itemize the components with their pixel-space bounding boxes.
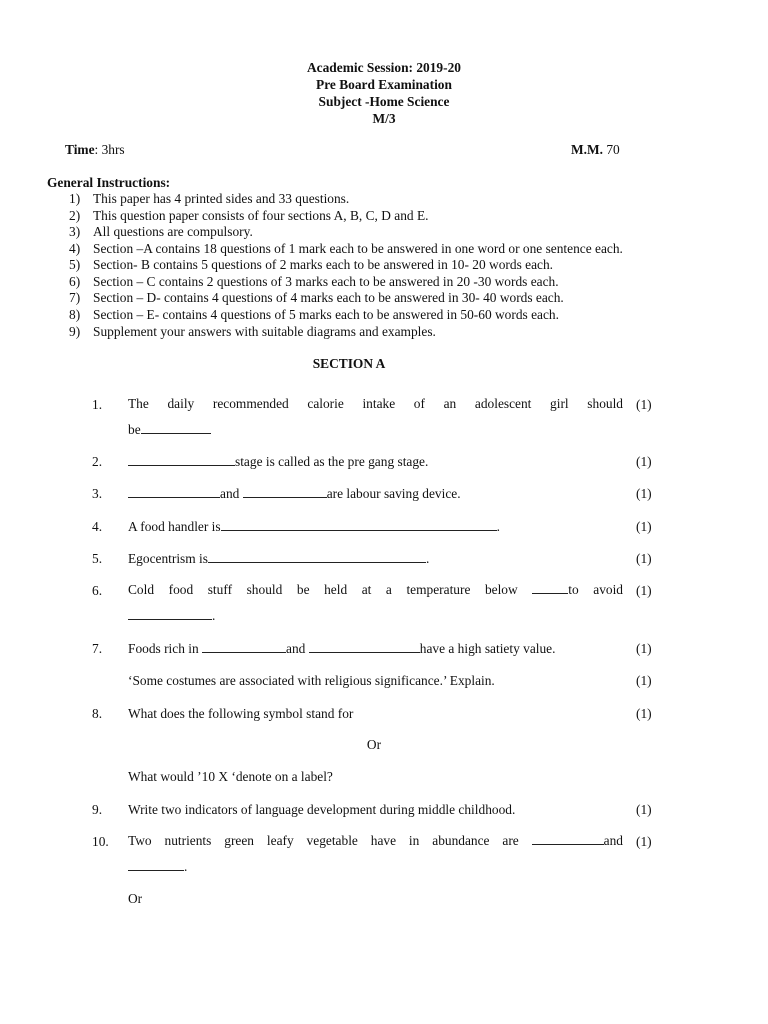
marks-label: (1) (636, 802, 652, 817)
marks-label: (1) (636, 834, 652, 849)
marks-label: (1) (636, 551, 652, 566)
question-text-before: Foods rich in (128, 641, 199, 656)
instruction-number: 7) (69, 290, 81, 305)
section-title: SECTION A (312, 356, 386, 371)
session-heading: Academic Session: 2019-20 (307, 60, 461, 75)
marks-label: (1) (636, 486, 652, 501)
answer-blank[interactable] (128, 486, 220, 498)
instruction-item (69, 324, 436, 340)
instruction-text: This question paper consists of four sections A, B, C, D and E. (93, 208, 429, 223)
question-line-2 (128, 417, 623, 443)
max-marks-value: 70 (602, 142, 620, 157)
question-text-end: . (184, 859, 188, 874)
answer-blank[interactable] (532, 582, 568, 594)
time-label: Time (65, 142, 95, 157)
instruction-item (69, 208, 428, 224)
instruction-item (69, 257, 553, 273)
instruction-number: 9) (69, 324, 81, 339)
instruction-item (69, 274, 559, 290)
question-text-after: stage is called as the pre gang stage. (235, 454, 429, 469)
question-number: 2. (92, 454, 103, 469)
code-heading: M/3 (372, 111, 396, 126)
question-text: What does the following symbol stand for (128, 706, 354, 721)
question-text-end: . (212, 608, 216, 623)
instructions-title: General Instructions: (47, 175, 171, 190)
marks-label: (1) (636, 641, 652, 656)
question-number: 5. (92, 551, 103, 566)
question-text-after: . (496, 519, 500, 534)
question-8-alternative: What would ’10 X ‘denote on a label? (128, 769, 333, 784)
question-text-before: Cold food stuff should be held at a temperature below (128, 582, 518, 597)
instruction-item (69, 307, 559, 323)
question-text-after: have a high satiety value. (419, 641, 556, 656)
answer-blank[interactable] (309, 641, 420, 653)
instruction-item (69, 191, 349, 207)
instruction-text: Supplement your answers with suitable diagrams and examples. (93, 324, 436, 339)
time-value: : 3hrs (94, 142, 125, 157)
answer-blank[interactable] (128, 608, 212, 620)
question-number: 7. (92, 641, 103, 656)
instruction-number: 3) (69, 224, 81, 239)
question-number: 8. (92, 706, 103, 721)
question-text-after: and (603, 833, 623, 848)
question-number: 1. (92, 397, 103, 412)
instruction-text: All questions are compulsory. (93, 224, 253, 239)
marks-label: (1) (636, 706, 652, 721)
answer-blank[interactable] (141, 422, 211, 434)
question-7b-text: ‘Some costumes are associated with religious significance.’ Explain. (128, 673, 495, 688)
answer-blank[interactable] (243, 486, 327, 498)
question-line-1: The daily recommended calorie intake of an adolescent girl should (128, 396, 623, 411)
question-text (128, 577, 623, 629)
question-text (128, 828, 623, 880)
instruction-number: 4) (69, 241, 81, 256)
instruction-number: 2) (69, 208, 81, 223)
instruction-item (69, 224, 253, 240)
marks-label: (1) (636, 583, 652, 598)
question-number: 10. (92, 834, 109, 849)
answer-blank[interactable] (221, 519, 497, 531)
question-text-after: to avoid (568, 582, 623, 597)
max-marks (571, 142, 620, 158)
instruction-text: Section – E- contains 4 questions of 5 marks each to be answered in 50-60 words each. (93, 307, 559, 322)
question-text-before: Egocentrism is (128, 551, 208, 566)
question-text: Write two indicators of language development during middle childhood. (128, 802, 516, 817)
instruction-text: Section – C contains 2 questions of 3 marks each to be answered in 20 -30 words each. (93, 274, 559, 289)
question-text (128, 486, 628, 502)
answer-lead: be (128, 422, 141, 437)
instruction-item (69, 290, 564, 306)
answer-blank[interactable] (128, 454, 235, 466)
answer-blank[interactable] (532, 833, 604, 845)
or-divider: Or (366, 737, 382, 752)
question-text-before: Two nutrients green leafy vegetable have in abundance are (128, 833, 519, 848)
answer-blank[interactable] (202, 641, 286, 653)
question-text-mid: and (220, 486, 240, 501)
instruction-text: Section- B contains 5 questions of 2 marks each to be answered in 10- 20 words each. (93, 257, 554, 272)
question-text (128, 391, 623, 443)
question-number: 9. (92, 802, 103, 817)
instruction-number: 8) (69, 307, 81, 322)
question-text-mid: and (286, 641, 306, 656)
question-number: 4. (92, 519, 103, 534)
answer-blank[interactable] (128, 859, 184, 871)
question-line-2 (128, 603, 623, 629)
marks-label: (1) (636, 397, 652, 412)
subject-heading: Subject -Home Science (318, 94, 450, 109)
instruction-number: 5) (69, 257, 81, 272)
or-divider: Or (128, 891, 143, 906)
answer-blank[interactable] (208, 551, 426, 563)
question-text (128, 551, 628, 567)
instruction-number: 6) (69, 274, 81, 289)
max-marks-label: M.M. (571, 142, 603, 157)
question-text-after: are labour saving device. (326, 486, 461, 501)
question-text (128, 641, 628, 657)
marks-label: (1) (636, 673, 652, 688)
question-text (128, 454, 628, 470)
question-number: 6. (92, 583, 103, 598)
question-number: 3. (92, 486, 103, 501)
question-text-after: . (425, 551, 430, 566)
instruction-item (69, 241, 623, 257)
question-text-before: A food handler is (128, 519, 221, 534)
instruction-text: Section – D- contains 4 questions of 4 marks each to be answered in 30- 40 words each. (93, 290, 564, 305)
instruction-text: This paper has 4 printed sides and 33 questions. (93, 191, 350, 206)
instruction-number: 1) (69, 191, 81, 206)
exam-heading: Pre Board Examination (316, 77, 452, 92)
question-text (128, 519, 628, 535)
time-allowed (65, 142, 125, 158)
marks-label: (1) (636, 454, 652, 469)
question-line-2 (128, 854, 623, 880)
instruction-text: Section –A contains 18 questions of 1 mark each to be answered in one word or one sentence each. (93, 241, 623, 256)
marks-label: (1) (636, 519, 652, 534)
